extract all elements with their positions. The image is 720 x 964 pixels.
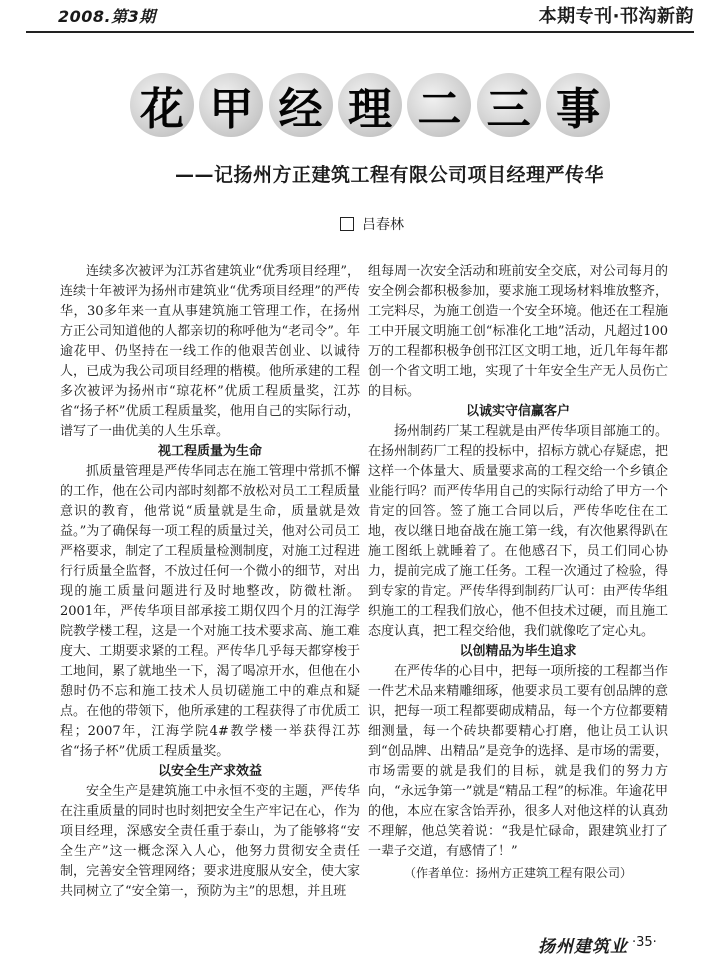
- title-char-1: 花: [130, 73, 194, 137]
- right-column: [368, 262, 668, 883]
- magazine-brand: 扬州建筑业: [538, 937, 628, 957]
- paragraph-intro: 连续多次被评为江苏省建筑业“优秀项目经理”，连续十年被评为扬州市建筑业“优秀项目经理”的严传华，30多年来一直从事建筑施工管理工作，在扬州方正公司知道他的人都亲切的称呼他为“老司令”。年逾花甲、仍坚持在一线工作的他艰苦创业、以诚待人，已成为我公司项目经理的楷模。他所承建的工程多次被评为扬州市“琼花杯”优质工程质量奖，江苏省“扬子杯”优质工程质量奖，他用自己的实际行动，谱写了一曲优美的人生乐章。: [60, 264, 360, 439]
- title-char-6: 三: [477, 73, 541, 137]
- article-subtitle: ——记扬州方正建筑工程有限公司项目经理严传华: [175, 164, 605, 186]
- author-affiliation: （作者单位：扬州方正建筑工程有限公司）: [403, 866, 632, 880]
- left-column: [60, 262, 360, 902]
- header-rule: [26, 31, 694, 33]
- author-box-icon: [340, 217, 354, 231]
- article-title: [130, 70, 610, 140]
- paragraph-quality: 抓质量管理是严传华同志在施工管理中常抓不懈的工作，他在公司内部时刻都不放松对员工工程质量意识的教育，他常说“质量就是生命，质量就是效益。”为了确保每一项工程的质量过关，他对公司员工严格要求，制定了工程质量检测制度，对施工过程进行行质量全监督，不放过任何一个微小的细节，对出现的施工质量问题进行及时地整改，防微杜渐。2001年，严传华项目部承接工期仅四个月的江海学院教学楼工程，这是一个对施工技术要求高、施工难度大、工期要求紧的工程。严传华几乎每天都穿梭于工地间，累了就地坐一下，渴了喝凉开水，但他在小憩时仍不忘和施工技术人员切磋施工中的难点和疑点。在他的带领下，他所承建的工程获得了市优质工程；2007年，江海学院4#教学楼一举获得江苏省“扬子杯”优质工程质量奖。: [60, 464, 360, 759]
- paragraph-safety: 安全生产是建筑施工中永恒不变的主题，严传华在注重质量的同时也时刻把安全生产牢记在心，作为项目经理，深感安全责任重于泰山，为了能够将“安全生产”这一概念深入人心，他努力贯彻安全责任制，完善安全管理网络；要求进度服从安全，使大家共同树立了“安全第一，预防为主”的思想，并且班: [60, 784, 360, 899]
- column-title: 本期专刊·邗沟新韵: [538, 6, 694, 27]
- page-number: ·35·: [632, 935, 657, 950]
- title-char-2: 甲: [199, 73, 263, 137]
- section-heading-integrity: 以诚实守信赢客户: [465, 404, 570, 419]
- section-heading-safety: 以安全生产求效益: [157, 764, 262, 779]
- author-name: 吕春林: [362, 217, 404, 233]
- title-char-4: 理: [338, 73, 402, 137]
- paragraph-integrity: 扬州制药厂某工程就是由严传华项目部施工的。在扬州制药厂工程的投标中，招标方就心存疑虑，把这样一个体量大、质量要求高的工程交给一个乡镇企业能行吗？而严传华用自己的实际行动给了甲方一个肯定的回答。签了施工合同以后，严传华吃住在工地，夜以继日地奋战在施工第一线，有次他累得趴在施工图纸上就睡着了。在他感召下，员工们同心协力，提前完成了施工任务。工程一次通过了检验，得到专家的肯定。严传华得到制药厂认可：由严传华组织施工的工程我们放心，他不但技术过硬，而且施工态度认真，把工程交给他，我们就像吃了定心丸。: [368, 424, 668, 639]
- author-line: [340, 214, 404, 234]
- title-char-7: 事: [546, 73, 610, 137]
- title-char-3: 经: [269, 73, 333, 137]
- title-char-5: 二: [407, 73, 471, 137]
- page-header: [0, 0, 720, 34]
- paragraph-excellence: 在严传华的心目中，把每一项所接的工程都当作一件艺术品来精雕细琢，他要求员工要有创品牌的意识，把每一项工程都要砌成精品，每一个方位都要精细测量，每一个砖块都要精心打磨，他让员工认识到“创品牌、出精品”是竞争的选择、是市场的需要，市场需要的就是我们的目标，就是我们的努力方向，“永远争第一”就是“精品工程”的标准。年逾花甲的他，本应在家含饴弄孙，很多人对他这样的认真劲不理解，他总笑着说：“我是忙碌命，跟建筑业打了一辈子交道，有感情了！”: [368, 664, 668, 859]
- section-heading-quality: 视工程质量为生命: [157, 444, 262, 459]
- paragraph-safety-continued: 组每周一次安全活动和班前安全交底，对公司每月的安全例会都积极参加，要求施工现场材料堆放整齐，工完料尽，为施工创造一个安全环境。他还在工程施工中开展文明施工创“标准化工地”活动，凡超过100万的工程都积极争创邗江区文明工地，近几年每年都创一个省文明工地，实现了十年安全生产无人员伤亡的目标。: [368, 264, 668, 399]
- issue-number: 2008.第3期: [58, 7, 156, 26]
- section-heading-excellence: 以创精品为毕生追求: [459, 644, 577, 659]
